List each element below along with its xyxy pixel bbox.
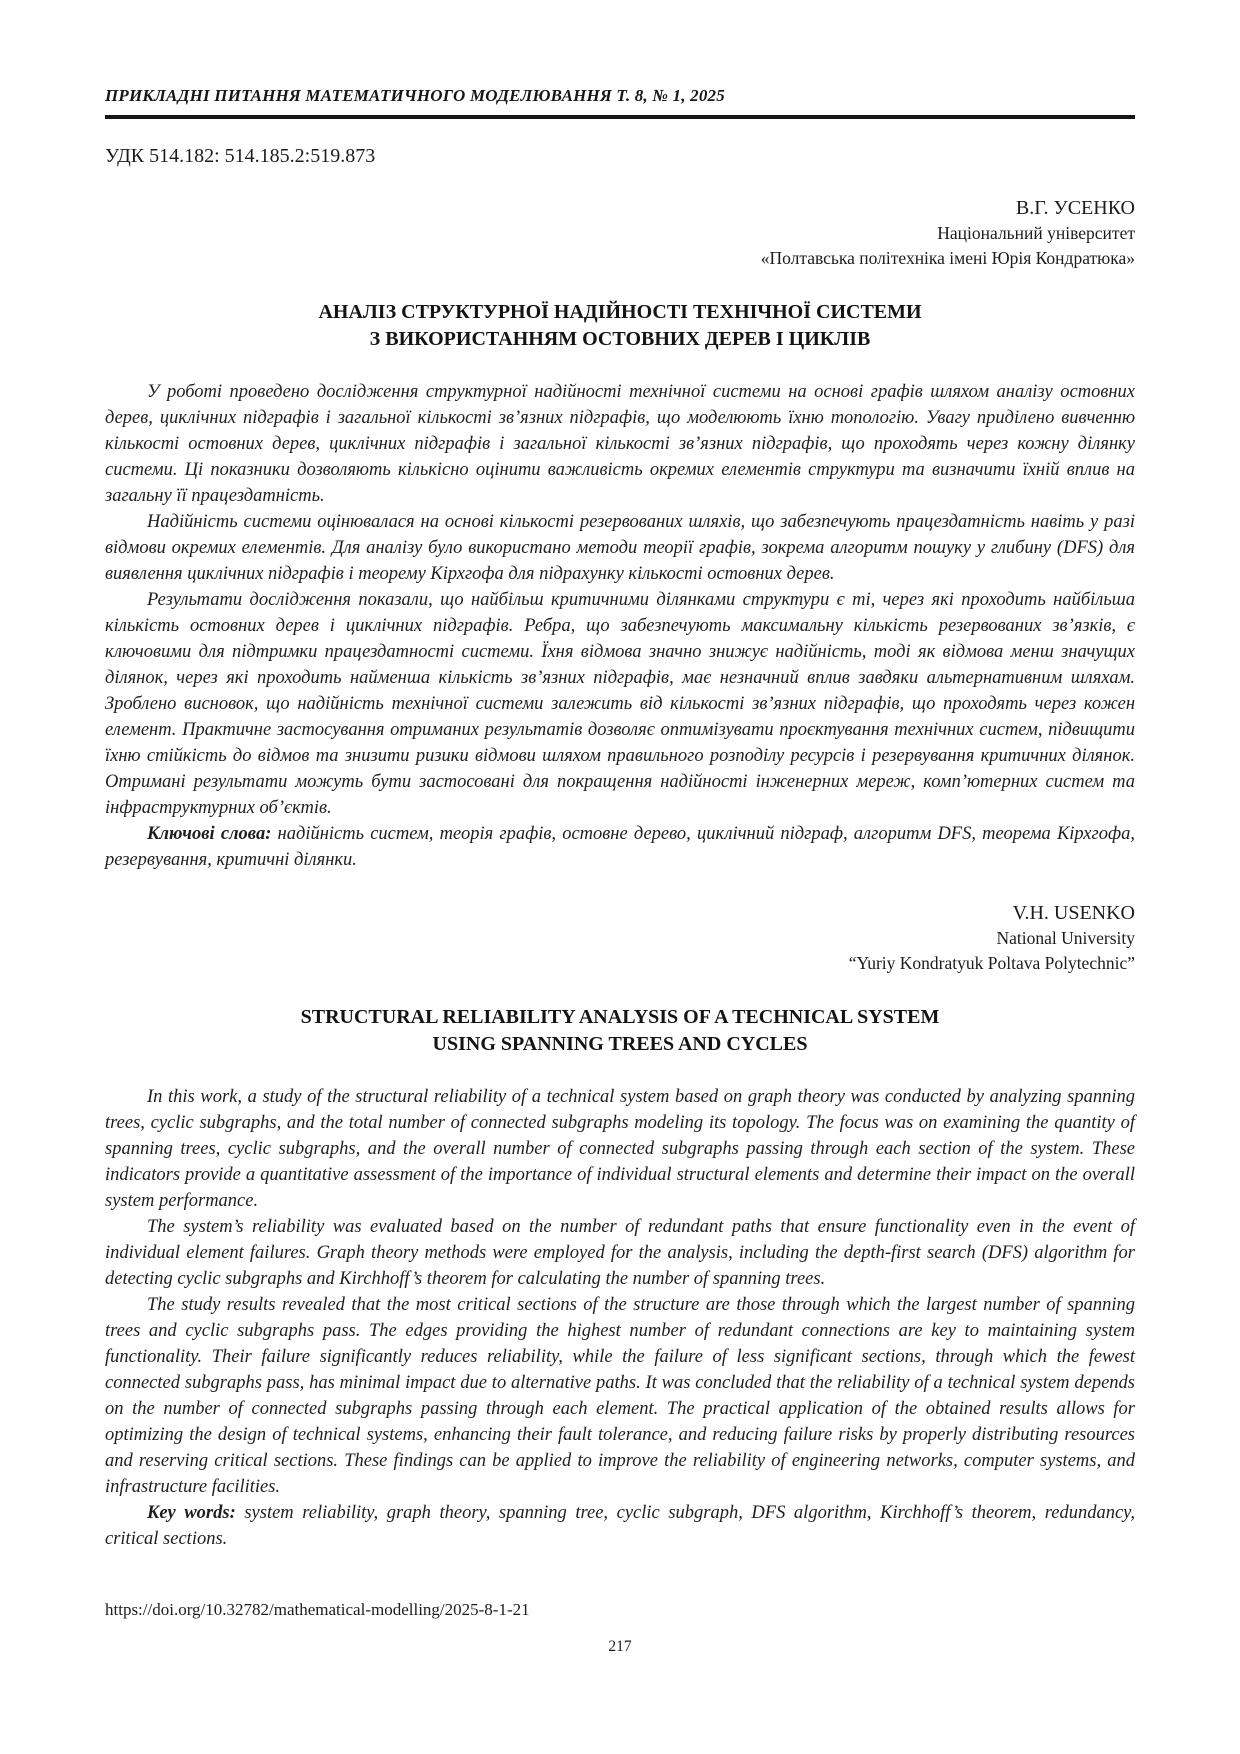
abstract-uk-paragraph-3: Результати дослідження показали, що найбільш критичними ділянками структури є ті, через які проходить найбільша кількість остовних дерев і циклічних підграфів. Ребра, що забезпечують максимальну кількість резервованих зв’язків, є ключовими для підтримки працездатності системи. Їхня відмова значно знижує надійність, тоді як відмова менш значущих ділянок, через які проходить найменша кількість зв’язних підграфів, має незначний вплив завдяки альтернативним шляхам. Зроблено висновок, що надійність технічної системи залежить від кількості зв’язних підграфів, що проходять через кожен елемент. Практичне застосування отриманих результатів дозволяє оптимізувати проєктування технічних систем, підвищити їхню стійкість до відмов та знизити ризики відмови шляхом правильного розподілу ресурсів і резервування критичних ділянок. Отримані результати можуть бути застосовані для покращення надійності інженерних мереж, комп’ютерних систем та інфраструктурних об’єктів. (105, 590, 1135, 818)
abstract-en-paragraph-1: In this work, a study of the structural reliability of a technical system based on graph theory was conducted by analyzing spanning trees, cyclic subgraphs, and the total number of connected subgraphs modeling its topology. The focus was on examining the quantity of spanning trees, cyclic subgraphs, and the overall number of connected subgraphs passing through each section of the system. These indicators provide a quantitative assessment of the importance of individual structural elements and determine their impact on the overall system performance. (105, 1087, 1135, 1211)
abstract-uk (105, 379, 1135, 873)
article-title-en (105, 1004, 1135, 1058)
author-block-uk (105, 196, 1135, 271)
abstract-en-paragraph-3: The study results revealed that the most critical sections of the structure are those through which the largest number of spanning trees and cyclic subgraphs pass. The edges providing the highest number of redundant connections are key to maintaining system functionality. Their failure significantly reduces reliability, while the failure of less significant sections, through which the fewest connected subgraphs pass, has minimal impact due to alternative paths. It was concluded that the reliability of a technical system depends on the number of connected subgraphs passing through each element. The practical application of the obtained results allows for optimizing the design of technical systems, enhancing their fault tolerance, and reducing failure risks by properly distributing resources and reserving critical sections. These findings can be applied to improve the reliability of engineering networks, computer systems, and infrastructure facilities. (105, 1295, 1135, 1497)
article-title-uk (105, 299, 1135, 353)
page-number: 217 (608, 1638, 632, 1655)
document-page (105, 0, 1135, 1552)
header-rule (105, 115, 1135, 119)
author-affiliation-uk-line2: «Полтавська політехніка імені Юрія Кондратюка» (760, 248, 1135, 268)
author-block-en (105, 901, 1135, 976)
author-affiliation-en-line2: “Yuriy Kondratyuk Poltava Polytechnic” (848, 953, 1135, 973)
keywords-en (105, 1500, 1135, 1552)
abstract-en-paragraph-2: The system’s reliability was evaluated based on the number of redundant paths that ensure functionality even in the event of individual element failures. Graph theory methods were employed for the analysis, including the depth-first search (DFS) algorithm for detecting cyclic subgraphs and Kirchhoff’s theorem for calculating the number of spanning trees. (105, 1217, 1135, 1289)
keywords-en-text: system reliability, graph theory, spanning tree, cyclic subgraph, DFS algorithm, Kirchhoff’s theorem, redundancy, critical sections. (105, 1503, 1135, 1549)
article-title-uk-line1: АНАЛІЗ СТРУКТУРНОЇ НАДІЙНОСТІ ТЕХНІЧНОЇ СИСТЕМИ (318, 301, 922, 323)
doi-link[interactable]: https://doi.org/10.32782/mathematical-modelling/2025-8-1-21 (105, 1600, 530, 1619)
abstract-uk-paragraph-2: Надійність системи оцінювалася на основі кількості резервованих шляхів, що забезпечують працездатність навіть у разі відмови окремих елементів. Для аналізу було використано методи теорії графів, зокрема алгоритм пошуку у глибину (DFS) для виявлення циклічних підграфів і теорему Кірхгофа для підрахунку кількості остовних дерев. (105, 512, 1135, 584)
journal-title-line: ПРИКЛАДНІ ПИТАННЯ МАТЕМАТИЧНОГО МОДЕЛЮВАННЯ Т. 8, № 1, 2025 (105, 86, 725, 105)
author-name-en: V.H. USENKO (1012, 902, 1135, 924)
page-header (105, 86, 1135, 119)
article-title-en-line2: USING SPANNING TREES AND CYCLES (432, 1033, 808, 1055)
author-affiliation-en-line1: National University (996, 928, 1135, 948)
keywords-en-label: Key words: (147, 1503, 236, 1523)
keywords-uk (105, 821, 1135, 873)
udc-code: УДК 514.182: 514.185.2:519.873 (105, 145, 376, 167)
abstract-en (105, 1084, 1135, 1552)
abstract-uk-paragraph-1: У роботі проведено дослідження структурної надійності технічної системи на основі графів шляхом аналізу остовних дерев, циклічних підграфів і загальної кількості зв’язних підграфів, що моделюють їхню топологію. Увагу приділено вивченню кількості остовних дерев, циклічних підграфів і загальної кількості зв’язних підграфів, що проходять через кожну ділянку системи. Ці показники дозволяють кількісно оцінити важливість окремих елементів структури та визначити їхній вплив на загальну її працездатність. (105, 382, 1135, 506)
article-title-en-line1: STRUCTURAL RELIABILITY ANALYSIS OF A TECHNICAL SYSTEM (300, 1006, 940, 1028)
keywords-uk-text: надійність систем, теорія графів, остовне дерево, циклічний підграф, алгоритм DFS, теорема Кірхгофа, резервування, критичні ділянки. (105, 824, 1135, 870)
author-name-uk: В.Г. УСЕНКО (1015, 197, 1135, 219)
keywords-uk-label: Ключові слова: (147, 824, 272, 844)
article-title-uk-line2: З ВИКОРИСТАННЯМ ОСТОВНИХ ДЕРЕВ І ЦИКЛІВ (369, 328, 871, 350)
author-affiliation-uk-line1: Національний університет (937, 223, 1135, 243)
